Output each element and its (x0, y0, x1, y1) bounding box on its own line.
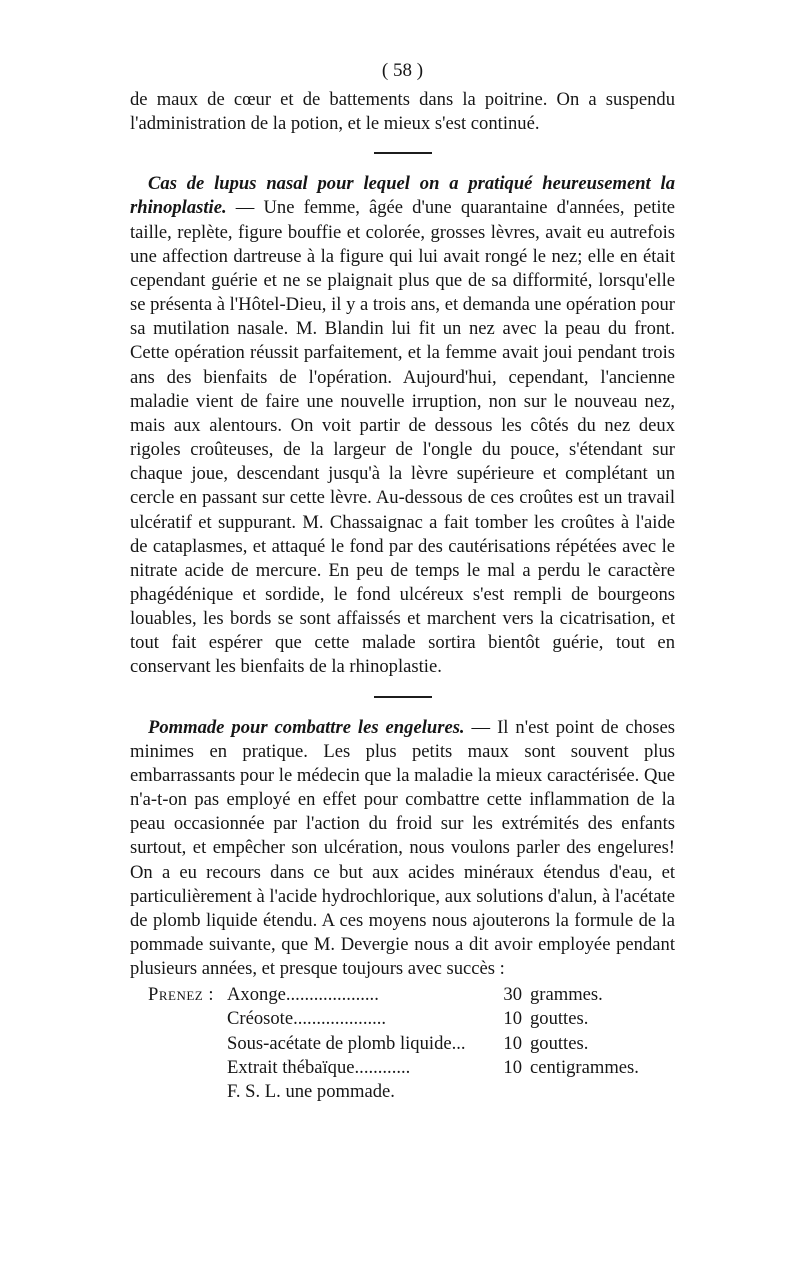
formula-closing: F. S. L. une pommade. (227, 1080, 395, 1102)
section-divider (374, 696, 432, 698)
case-paragraph (130, 172, 675, 679)
book-page (130, 58, 675, 1104)
ingredient-unit: grammes. (530, 984, 603, 1006)
ingredient-unit: gouttes. (530, 1032, 589, 1054)
pommade-body: — Il n'est point de choses minimes en pratique. Les plus petits maux sont souvent plus embarrassants pour le médecin que la maladie la mieux caractérisée. Que n'a-t-on pas employé en effet pour combattre cette inflammation de la peau occasionnée par l'action du froid sur les extrémités des enfants surtout, et empêcher son ulcération, nous voulons parler des engelures! On a eu recours dans ce but aux acides minéraux étendus d'eau, et particulièrement à l'acide hydrochlorique, aux solutions d'alun, à l'acétate de plomb liquide étendu. A ces moyens nous ajouterons la formule de la pommade suivante, que M. Devergie nous a dit avoir employée pendant plusieurs années, et presque toujours avec succès : (130, 716, 675, 980)
formula-lead: Prenez : (148, 984, 215, 1006)
ingredient-unit: centigrammes. (530, 1056, 639, 1078)
ingredient-qty: 10 (503, 1056, 522, 1078)
pommade-paragraph (130, 716, 675, 982)
ingredient-name: Créosote.................... (227, 1008, 387, 1030)
ingredient-qty: 30 (503, 984, 522, 1006)
formula-row (130, 1007, 675, 1031)
ingredient-qty: 10 (503, 1032, 522, 1054)
ingredient-name: Extrait thébaïque............ (227, 1056, 411, 1078)
page-number: ( 58 ) (381, 60, 424, 81)
case-title: Cas de lupus nasal pour lequel on a pratiqué heureusement la rhinoplastie. (130, 173, 675, 219)
intro-paragraph: de maux de cœur et de battements dans la poitrine. On a suspendu l'administration de la potion, et le mieux s'est continué. (130, 89, 675, 135)
ingredient-name: Sous-acétate de plomb liquide... (227, 1032, 466, 1054)
ingredient-qty: 10 (503, 1008, 522, 1030)
formula-row (130, 1056, 675, 1080)
formula-row (130, 1080, 675, 1104)
formula-row (130, 983, 675, 1007)
formula-row (130, 1032, 675, 1056)
ingredient-unit: gouttes. (530, 1008, 589, 1030)
pommade-title: Pommade pour combattre les engelures. (148, 716, 465, 738)
ingredient-name: Axonge.................... (227, 984, 379, 1006)
formula-block (130, 983, 675, 1104)
section-divider (374, 152, 432, 154)
case-body: — Une femme, âgée d'une quarantaine d'années, petite taille, replète, figure bouffie et colorée, grosses lèvres, avait eu autrefois une affection dartreuse à la figure qui lui avait rongé le nez; elle en était cependant guérie et ne se plaignait plus que de sa difformité, lorsqu'elle se présenta à l'Hôtel-Dieu, il y a trois ans, et demanda une opération pour sa mutilation nasale. M. Blandin lui fit un nez avec la peau du front. Cette opération réussit parfaitement, et la femme avait joui pendant trois ans des bienfaits de l'opération. Aujourd'hui, cependant, l'ancienne maladie vient de faire une nouvelle irruption, non sur le nouveau nez, mais aux alentours. On voit partir de dessous les côtés du nez deux rigoles croûteuses, de la largeur de l'ongle du pouce, s'étendant sur chaque joue, descendant jusqu'à la lèvre supérieure et complétant un cercle en passant sur cette lèvre. Au-dessous de ces croûtes est un travail ulcératif et suppurant. M. Chassaignac a fait tomber les croûtes à l'aide de cataplasmes, et attaqué le fond par des cautérisations répétées avec le nitrate acide de mercure. En peu de temps le mal a perdu le caractère phagédénique et sordide, le fond ulcéreux s'est rempli de bourgeons louables, les bords se sont affaissés et marchent vers la cicatrisation, et tout fait espérer que cette malade sortira bientôt guérie, tout en conservant les bienfaits de la rhinoplastie. (130, 197, 675, 678)
